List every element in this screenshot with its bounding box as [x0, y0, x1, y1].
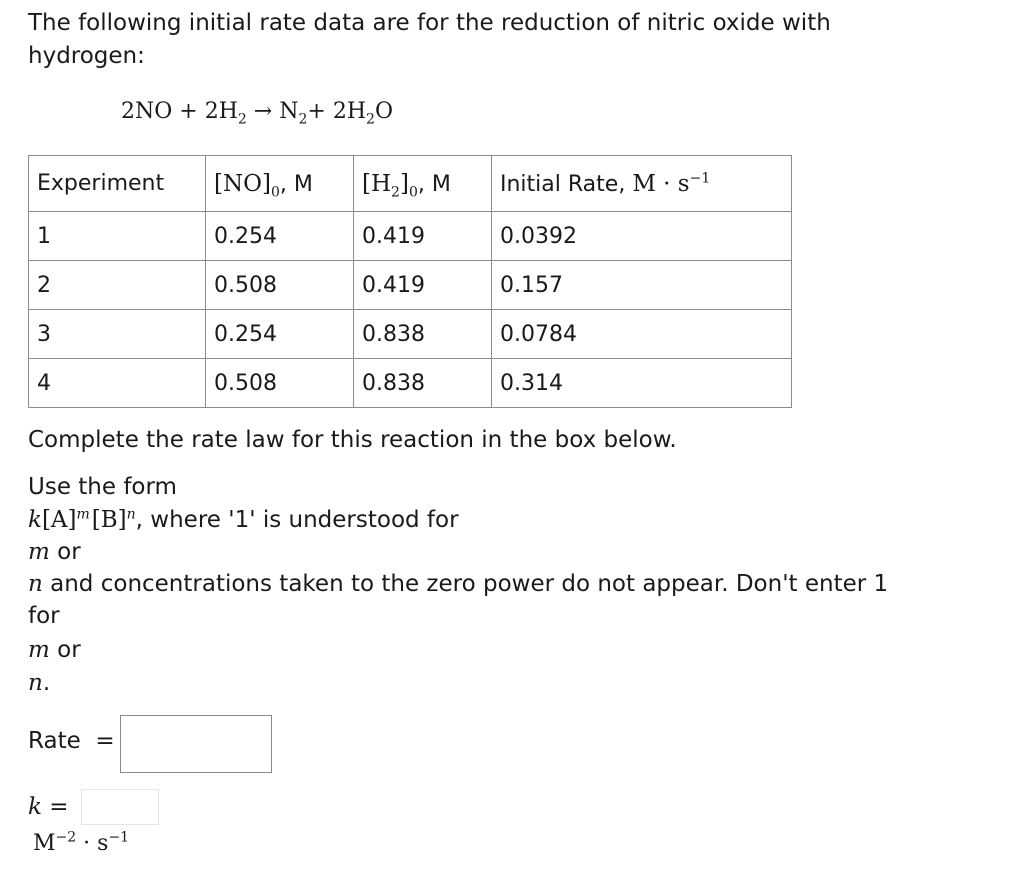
cell-h2: 0.419 — [354, 261, 492, 310]
table-row — [29, 212, 792, 261]
table-row — [29, 261, 792, 310]
intro-line-1: The following initial rate data are for the reduction of nitric oxide with — [28, 10, 831, 36]
table-row — [29, 310, 792, 359]
k-units: $M^{-2} \cdot s^{-1}$ — [33, 829, 130, 856]
cell-experiment: 3 — [29, 310, 206, 359]
cell-no: 0.508 — [206, 359, 354, 408]
m-or-line: m or — [28, 539, 81, 565]
header-initial-rate: Initial Rate, $M \cdot s^{-1}$ — [492, 156, 792, 212]
k-input[interactable] — [81, 789, 159, 825]
n-zero-power-line: n and concentrations taken to the zero power do not appear. Don't enter 1 — [28, 571, 889, 597]
header-no-concentration: $[NO]_0$, M — [206, 156, 354, 212]
header-experiment: Experiment — [29, 156, 206, 212]
reaction-equation: $2NO + 2H_2 \to N_2+ 2H_2O$ — [121, 99, 393, 128]
rate-label: Rate = — [28, 728, 115, 754]
table-row — [29, 359, 792, 408]
rate-data-table — [28, 155, 792, 408]
cell-experiment: 1 — [29, 212, 206, 261]
cell-no: 0.254 — [206, 310, 354, 359]
cell-h2: 0.838 — [354, 359, 492, 408]
arrow-icon: → — [246, 99, 280, 124]
for-line: for — [28, 603, 60, 629]
header-h2-concentration: $[H_2]_0$, M — [354, 156, 492, 212]
cell-experiment: 4 — [29, 359, 206, 408]
rate-law-form: $k[A]^m[B]^n$, where '1' is understood for — [28, 506, 459, 533]
cell-experiment: 2 — [29, 261, 206, 310]
cell-no: 0.508 — [206, 261, 354, 310]
cell-rate: 0.314 — [492, 359, 792, 408]
complete-instruction: Complete the rate law for this reaction in the box below. — [28, 427, 677, 453]
intro-line-2: hydrogen: — [28, 43, 145, 69]
m-or-line-2: m or — [28, 637, 81, 663]
cell-rate: 0.0392 — [492, 212, 792, 261]
table-header-row — [29, 156, 792, 212]
cell-rate: 0.0784 — [492, 310, 792, 359]
cell-h2: 0.419 — [354, 212, 492, 261]
cell-no: 0.254 — [206, 212, 354, 261]
rate-input[interactable] — [120, 715, 272, 773]
use-form-label: Use the form — [28, 474, 177, 500]
cell-rate: 0.157 — [492, 261, 792, 310]
k-label: k = — [28, 794, 69, 820]
n-line-2: n. — [28, 670, 51, 696]
cell-h2: 0.838 — [354, 310, 492, 359]
